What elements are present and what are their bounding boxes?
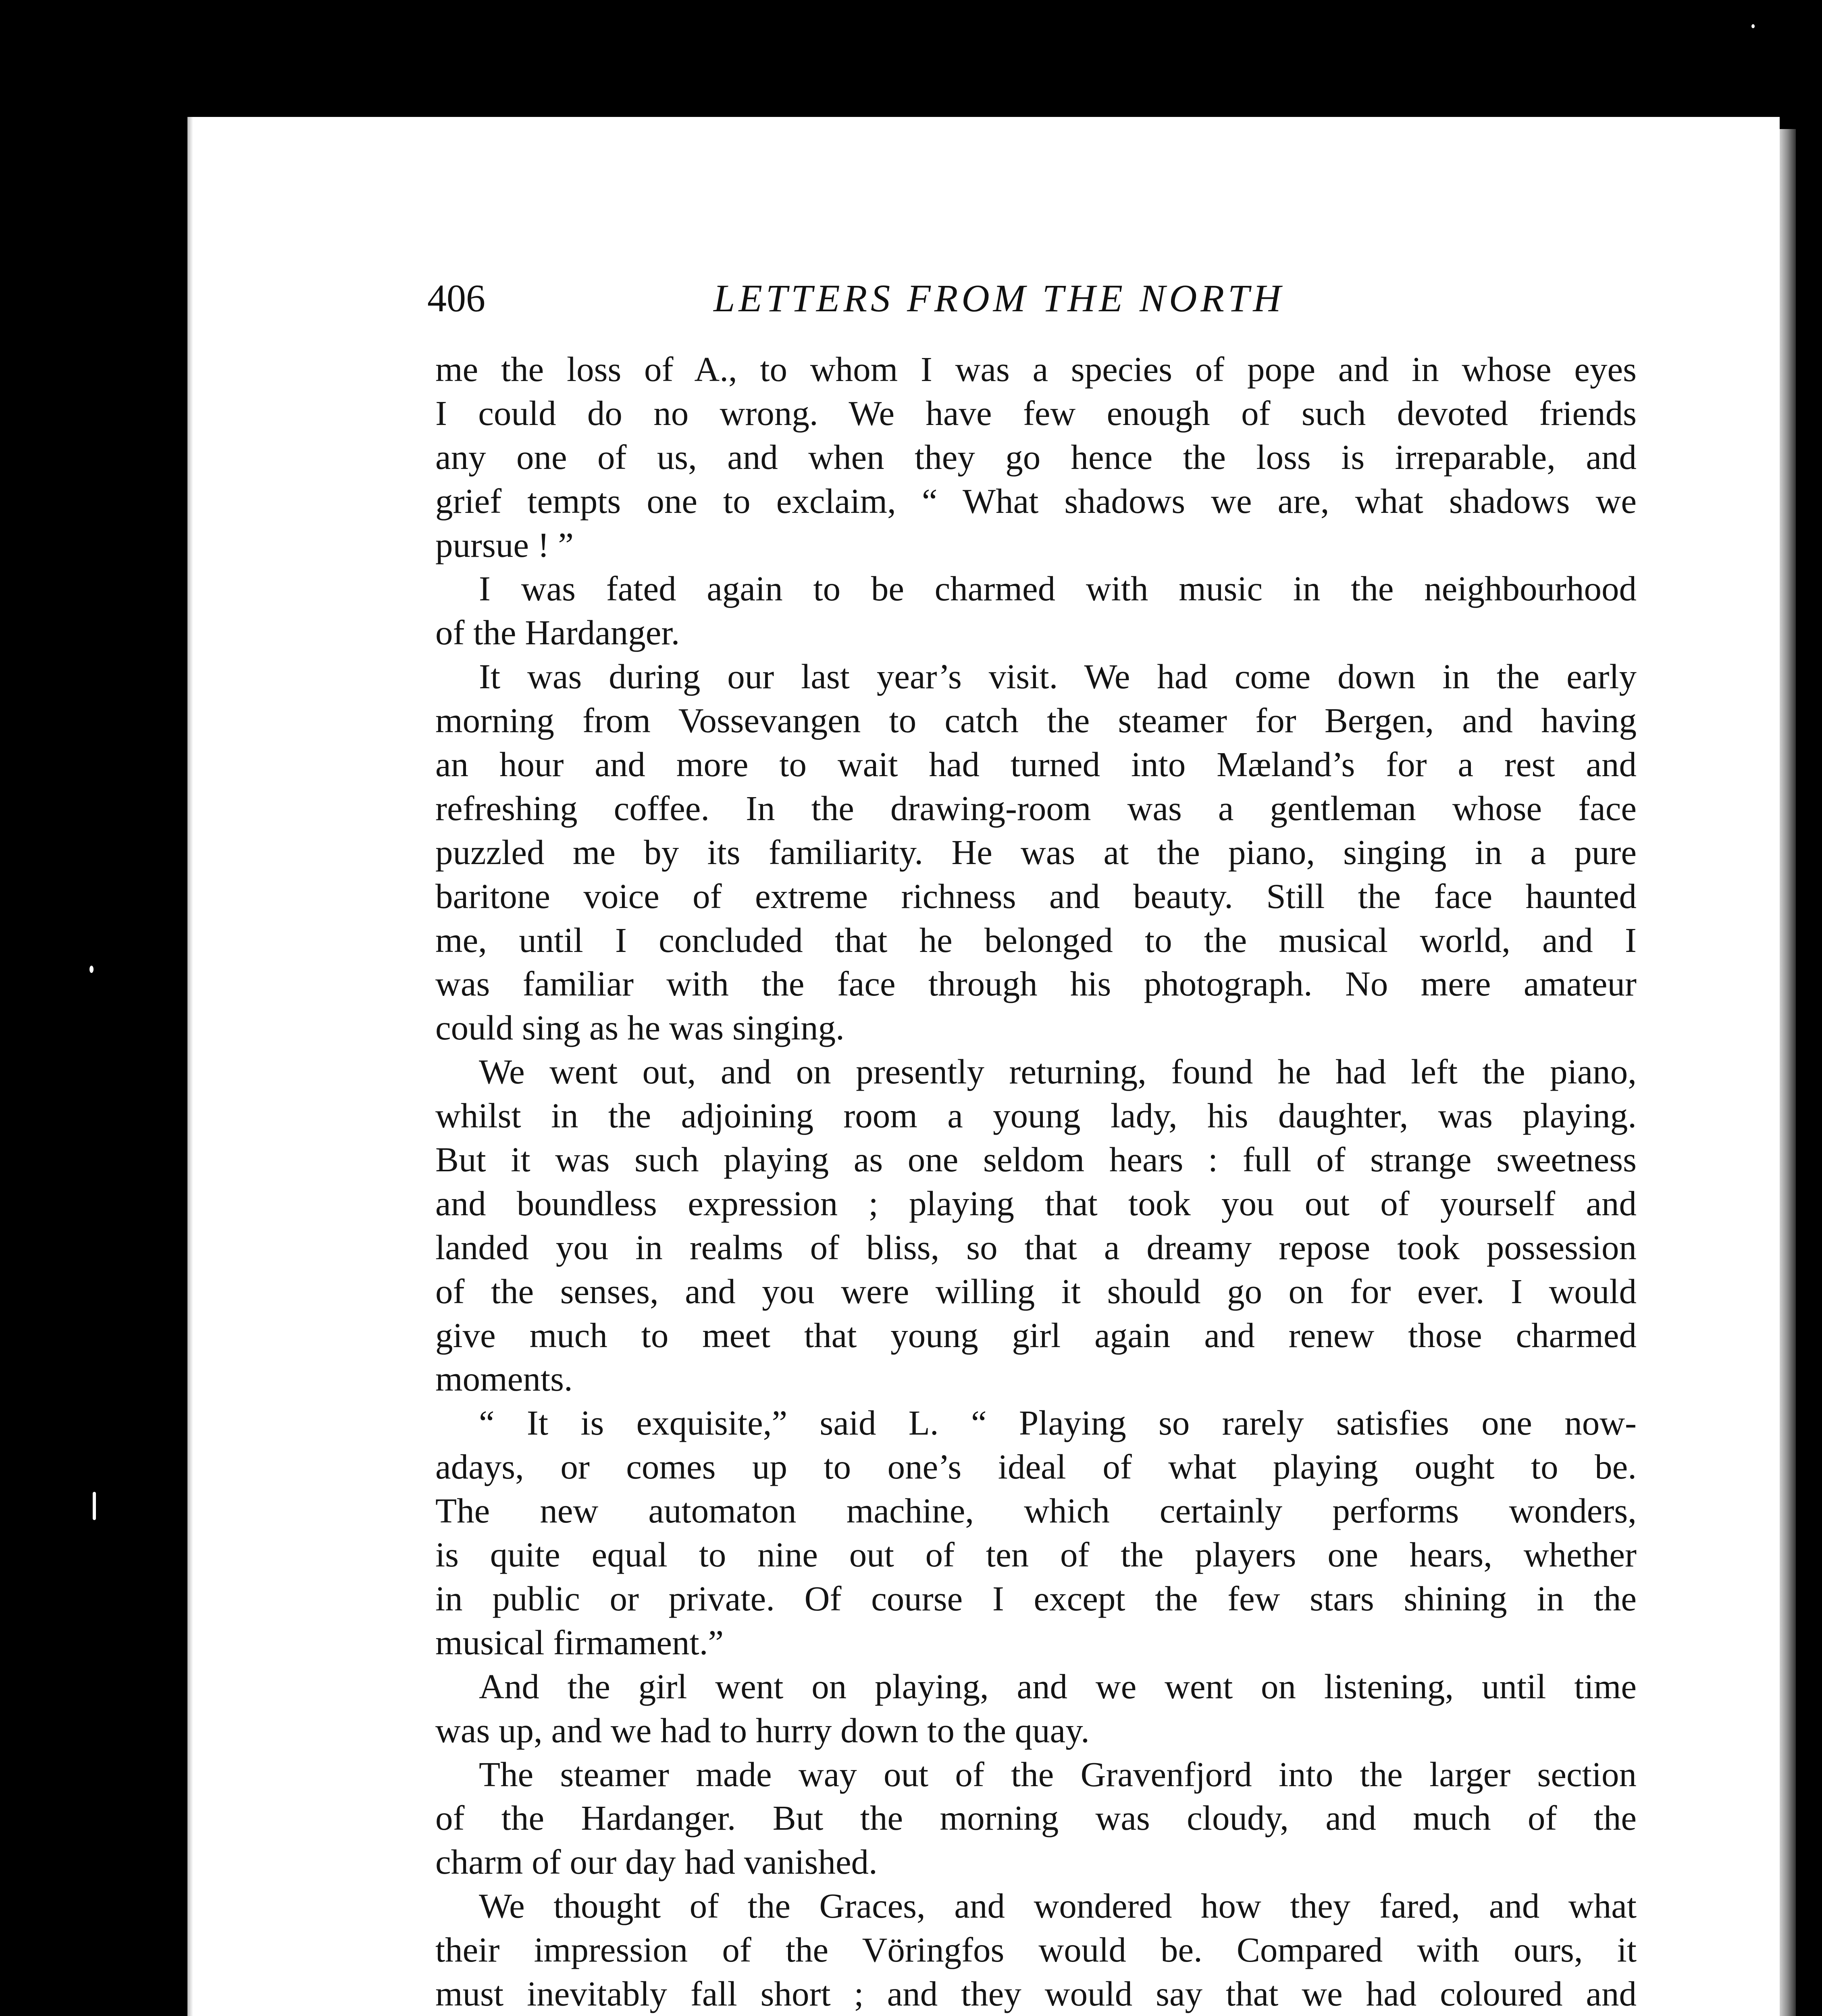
text-line: moments.: [435, 1359, 573, 1399]
page-number: 406: [427, 277, 485, 320]
text-line: is quite equal to nine out of ten of the players one hears, whether: [435, 1535, 1637, 1574]
text-line: their impression of the Vöringfos would be. Compared with ours, it: [435, 1930, 1637, 1970]
text-line: in public or private. Of course I except the few stars shining in the: [435, 1579, 1637, 1618]
scan-speck: [93, 1492, 96, 1520]
text-line: The steamer made way out of the Gravenfjord into the larger section: [479, 1754, 1637, 1794]
text-line: But it was such playing as one seldom hears : full of strange sweetness: [435, 1140, 1637, 1179]
text-line: It was during our last year’s visit. We had come down in the early: [479, 657, 1637, 696]
text-line: refreshing coffee. In the drawing-room was a gentleman whose face: [435, 788, 1637, 828]
text-line: of the Hardanger.: [435, 613, 680, 652]
text-line: I could do no wrong. We have few enough of such devoted friends: [435, 393, 1637, 433]
text-line: was up, and we had to hurry down to the quay.: [435, 1710, 1090, 1750]
running-title: LETTERS FROM THE NORTH: [713, 277, 1285, 320]
text-line: I was fated again to be charmed with music in the neighbourhood: [479, 569, 1637, 608]
text-line: an hour and more to wait had turned into Mæland’s for a rest and: [435, 745, 1637, 784]
text-line: grief tempts one to exclaim, “ What shadows we are, what shadows we: [435, 481, 1637, 521]
text-line: pursue ! ”: [435, 525, 574, 564]
page-edge: [1780, 129, 1796, 2016]
scan-speck: [1751, 24, 1755, 28]
text-line: whilst in the adjoining room a young lady, his daughter, was playing.: [435, 1096, 1637, 1135]
text-line: The new automaton machine, which certainly performs wonders,: [435, 1491, 1637, 1531]
text-line: of the Hardanger. But the morning was cloudy, and much of the: [435, 1798, 1637, 1838]
text-line: me the loss of A., to whom I was a species of pope and in whose eyes: [435, 350, 1637, 389]
text-line: must inevitably fall short ; and they would say that we had coloured and: [435, 1974, 1637, 2013]
text-line: We went out, and on presently returning, found he had left the piano,: [479, 1052, 1637, 1091]
text-line: me, until I concluded that he belonged to the musical world, and I: [435, 920, 1637, 960]
text-line: could sing as he was singing.: [435, 1008, 844, 1048]
text-line: any one of us, and when they go hence the loss is irreparable, and: [435, 437, 1637, 477]
scan-speck: [89, 966, 94, 973]
text-line: baritone voice of extreme richness and beauty. Still the face haunted: [435, 876, 1637, 916]
text-line: landed you in realms of bliss, so that a dreamy repose took possession: [435, 1227, 1637, 1267]
text-line: We thought of the Graces, and wondered how they fared, and what: [479, 1886, 1637, 1926]
text-line: was familiar with the face through his photograph. No mere amateur: [435, 964, 1637, 1004]
text-line: musical firmament.”: [435, 1622, 724, 1662]
text-line: And the girl went on playing, and we went on listening, until time: [479, 1666, 1637, 1706]
text-line: “ It is exquisite,” said L. “ Playing so rarely satisfies one now-: [479, 1403, 1637, 1443]
text-line: puzzled me by its familiarity. He was at the piano, singing in a pure: [435, 832, 1637, 872]
page-gutter-shadow: [187, 117, 193, 2016]
page-header: [427, 270, 1633, 327]
text-line: adays, or comes up to one’s ideal of what playing ought to be.: [435, 1447, 1637, 1487]
text-line: give much to meet that young girl again and renew those charmed: [435, 1315, 1637, 1355]
text-line: and boundless expression ; playing that took you out of yourself and: [435, 1183, 1637, 1223]
text-line: morning from Vossevangen to catch the steamer for Bergen, and having: [435, 701, 1637, 740]
text-line: charm of our day had vanished.: [435, 1842, 878, 1882]
body-text: [435, 348, 1637, 2016]
text-line: of the senses, and you were willing it should go on for ever. I would: [435, 1271, 1637, 1311]
